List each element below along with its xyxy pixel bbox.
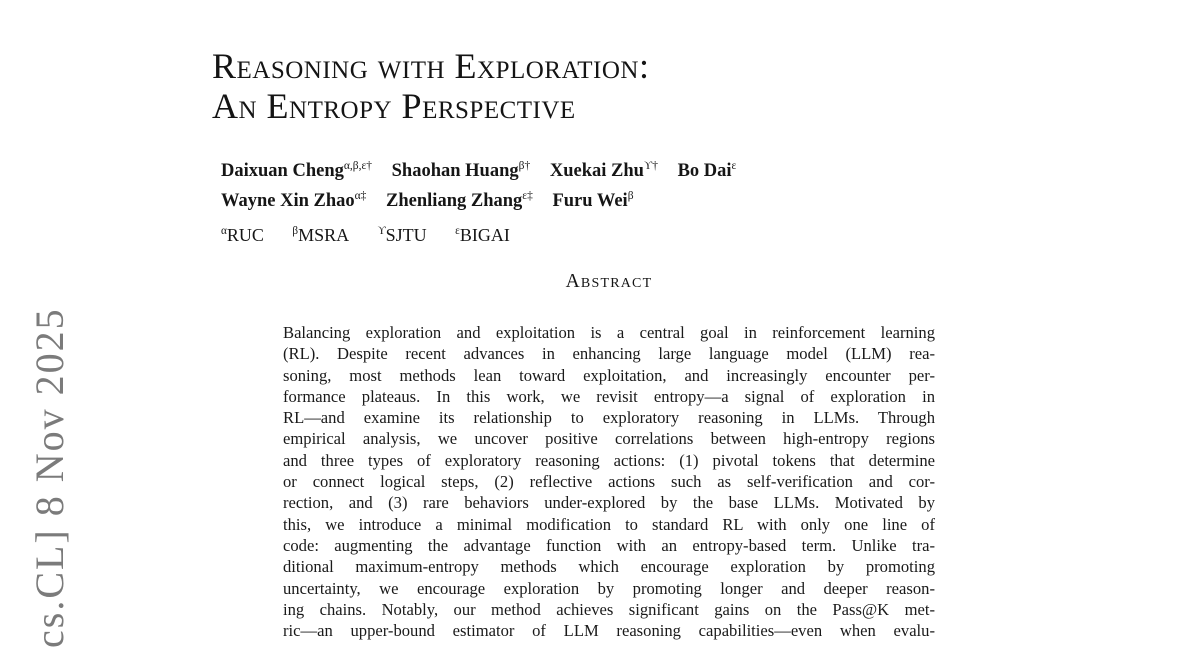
author-affiliation-marks: α‡ (354, 189, 367, 202)
author-affiliation-marks: ε (731, 159, 737, 172)
author (221, 161, 372, 181)
author-name: Wayne Xin Zhao (221, 191, 355, 211)
author-affiliation-marks: β† (518, 159, 531, 172)
abstract-line: this, we introduce a minimal modification to standard RL with only one line of (283, 514, 935, 534)
author-affiliation-marks: α,β,ε† (343, 159, 372, 172)
author-name: Furu Wei (552, 191, 628, 211)
abstract-line: ric—an upper-bound estimator of LLM reasoning capabilities—even when evalu- (283, 621, 935, 641)
affiliation-name: MSRA (298, 225, 350, 245)
abstract-line: (RL). Despite recent advances in enhancing large language model (LLM) rea- (283, 344, 935, 364)
author (221, 191, 366, 211)
author (552, 191, 633, 211)
abstract-line: code: augmenting the advantage function with an entropy-based term. Unlike tra- (283, 535, 935, 555)
affiliation-name: RUC (226, 225, 264, 245)
affiliation-mark: α (221, 225, 227, 237)
abstract-line: ditional maximum-entropy methods which encourage exploration by promoting (283, 557, 935, 577)
affiliation-name: BIGAI (459, 225, 510, 245)
author-row-2 (221, 186, 751, 216)
abstract-body (283, 322, 935, 641)
arxiv-watermark: cs.CL] 8 Nov 2025 (27, 307, 72, 648)
abstract-line: soning, most methods lean toward exploitation, and increasingly encounter per- (283, 365, 935, 385)
author (386, 191, 533, 211)
author (392, 161, 531, 181)
abstract-line: RL—and examine its relationship to exploratory reasoning in LLMs. Through (283, 408, 935, 428)
abstract-line: empirical analysis, we uncover positive correlations between high-entropy regions (283, 429, 935, 449)
affiliation-line (221, 222, 534, 248)
title-line-2: An Entropy Perspective (212, 86, 576, 126)
paper-title (212, 46, 649, 126)
abstract-line: or connect logical steps, (2) reflective actions such as self-verification and cor- (283, 472, 935, 492)
abstract-line: and three types of exploratory reasoning actions: (1) pivotal tokens that determine (283, 450, 935, 470)
author-affiliation-marks: β (627, 189, 634, 202)
author-block (221, 156, 751, 216)
author-affiliation-marks: ε‡ (522, 189, 533, 202)
affiliation (292, 225, 349, 245)
affiliation-name: SJTU (385, 225, 427, 245)
author-name: Bo Dai (677, 161, 732, 181)
author (678, 161, 737, 181)
affiliation (455, 225, 510, 245)
abstract-line: rection, and (3) rare behaviors under-explored by the base LLMs. Motivated by (283, 493, 935, 513)
author (550, 161, 658, 181)
abstract-line: formance plateaus. In this work, we revisit entropy—a signal of exploration in (283, 386, 935, 406)
abstract-line: uncertainty, we encourage exploration by promoting longer and deeper reason- (283, 578, 935, 598)
abstract-line: Balancing exploration and exploitation is a central goal in reinforcement learning (283, 323, 935, 342)
abstract-heading: Abstract (565, 271, 653, 292)
author-row-1 (221, 156, 751, 186)
affiliation-mark: ε (455, 225, 460, 237)
author-name: Xuekai Zhu (549, 161, 644, 181)
affiliation-mark: β (292, 225, 299, 237)
affiliation-mark: ϒ (377, 225, 386, 237)
author-name: Zhenliang Zhang (386, 191, 523, 211)
author-affiliation-marks: ϒ† (643, 159, 658, 172)
title-line-1: Reasoning with Exploration: (212, 46, 650, 86)
abstract-line: ing chains. Notably, our method achieves significant gains on the Pass@K met- (283, 599, 935, 619)
affiliation (378, 225, 427, 245)
author-name: Daixuan Cheng (221, 161, 344, 181)
author-name: Shaohan Huang (391, 161, 519, 181)
affiliation (221, 225, 264, 245)
